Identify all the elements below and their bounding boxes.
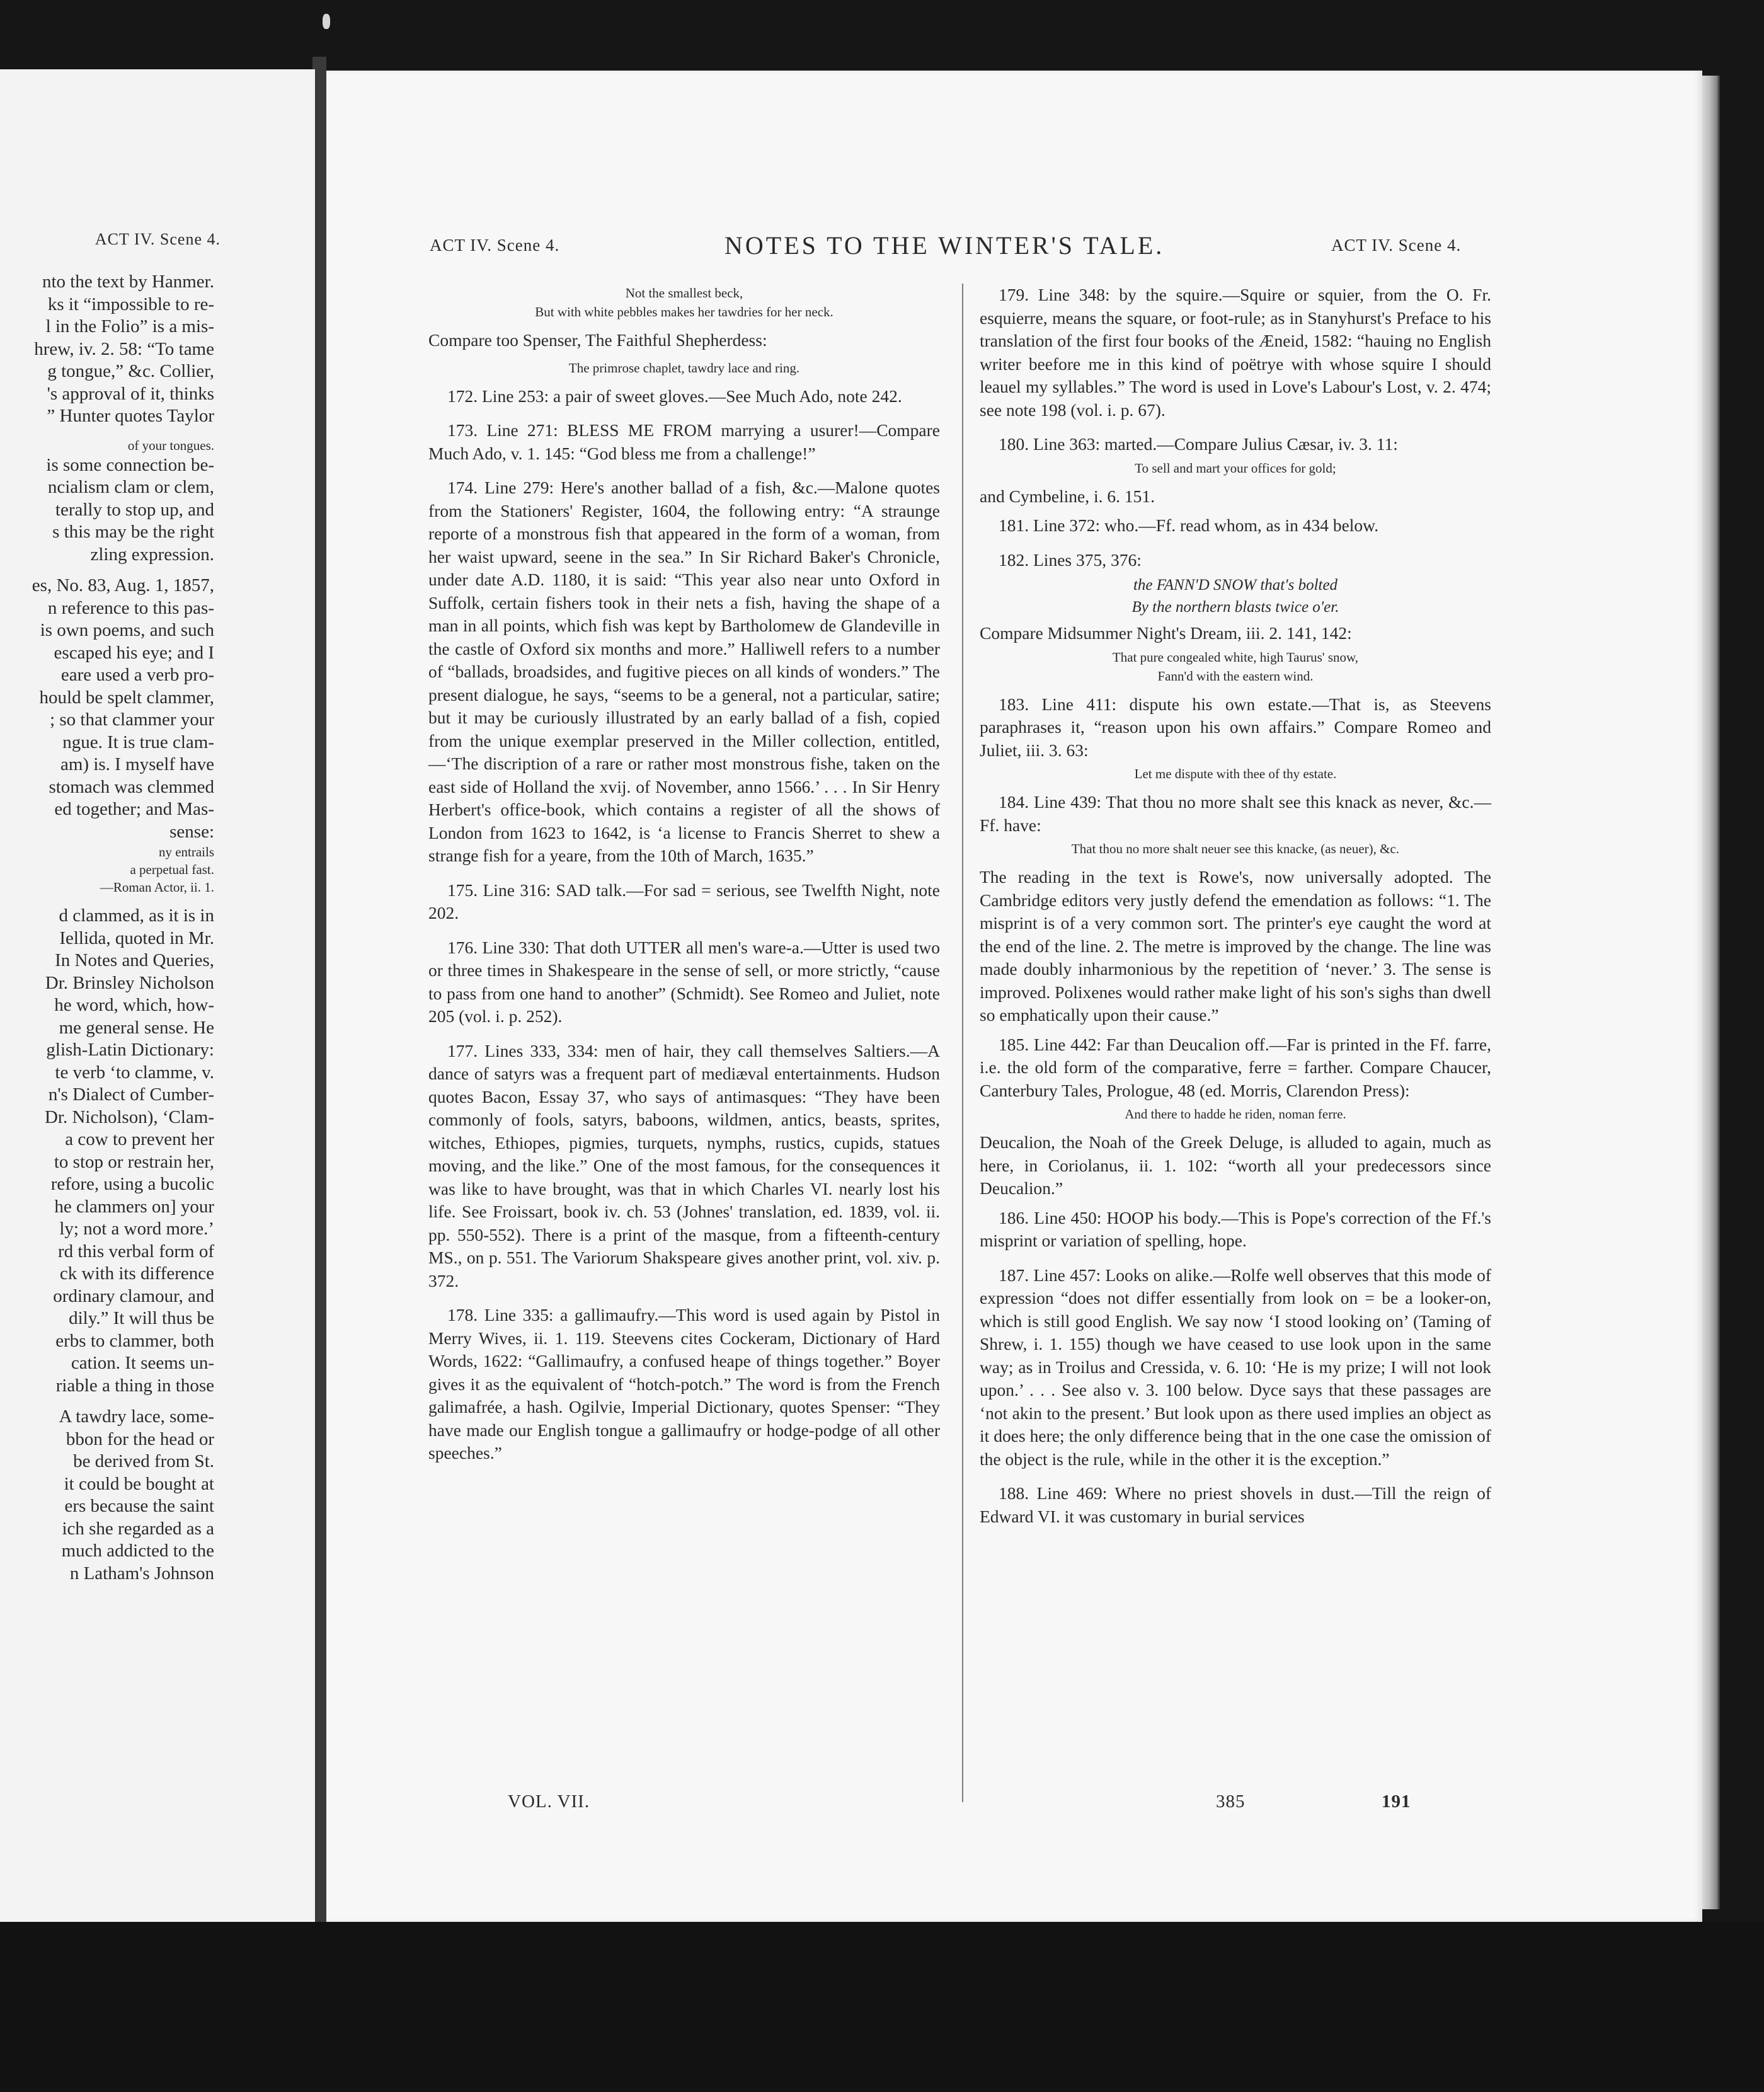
left-page-line: In Notes and Queries,: [55, 950, 214, 970]
note-continuation: The reading in the text is Rowe's, now universally adopted. The Cambridge editors very justly defend the emendation as follows: “1. The misprint is of a very common sort. The printer's eye caught the word at the end of the line. 2. The metre is improved by the change. The line was made doubly inharmonious by the repetition of ‘never.’ 3. The sense is improved. Polixenes would rather make light of his son's sighs than dwell so emphatically upon their cause.”: [980, 867, 1491, 1025]
note-186: 186. Line 450: HOOP his body.—This is Pope's correction of the Ff.'s misprint or variation of spelling, hope.: [980, 1207, 1491, 1250]
left-page-line: l in the Folio” is a mis-: [45, 316, 214, 336]
left-page-line: ed together; and Mas-: [54, 799, 214, 819]
left-page-line: ich she regarded as a: [62, 1518, 214, 1539]
left-page-line: n reference to this pas-: [47, 597, 214, 618]
page-title: NOTES TO THE WINTER'S TALE.: [724, 231, 1165, 260]
verse-quote: [980, 648, 1491, 686]
verse-quote: Let me dispute with thee of thy estate.: [1134, 766, 1337, 781]
running-head-left: ACT IV. Scene 4.: [430, 236, 560, 255]
verse-quote: [428, 284, 940, 321]
dust-speck: [323, 14, 330, 29]
verse-line: Fann'd with the eastern wind.: [1157, 668, 1314, 684]
left-page-line: zling expression.: [90, 544, 214, 565]
left-page-line: dily.” It will thus be: [69, 1308, 214, 1328]
note-174: 174. Line 279: Here's another ballad of a fish, &c.—Malone quotes from the Stationers' Register, 1604, the following entry: “A straunge reporte of a monstrous fish that appeared in the form of a woman, from her waist upward, seene in the sea.” In Sir Richard Baker's Chronicle, under date A.D. 1180, it is said: “This year also near unto Oxford in Suffolk, certain fishers took in their nets a fish, having the shape of a man in all points, which fish was kept by Bartholomew de Glandeville in the castle of Oxford six months and more.” Halliwell refers to a number of “ballads, broadsides, and fugitive pieces on all kinds of wonders.” The present dialogue, he says, “seems to be a general, not a particular, satire; but it may be curiously illustrated by an early ballad of a fish, copied from the unique exemplar preserved in the Miller collection, entitled,—‘The discription of a rare or rather most monstrous fishe, taken on the east side of Holland the xvij. of November, anno 1566.’ . . . In Sir Henry Herbert's office-book, which contains a register of all the shows of London from 1623 to 1642, is ‘a license to Francis Sherret to shew a strange fish for a yeare, from the 10th of March, 1635.”: [428, 478, 940, 865]
left-page-line: am) is. I myself have: [60, 754, 214, 774]
left-page-line: hrew, iv. 2. 58: “To tame: [34, 338, 214, 359]
left-page-line: glish-Latin Dictionary:: [46, 1040, 214, 1060]
left-page-line: —Roman Actor, ii. 1.: [100, 880, 214, 895]
left-page-line: it could be bought at: [64, 1473, 214, 1494]
left-page-line: of your tongues.: [127, 437, 214, 453]
left-page-line: g tongue,” &c. Collier,: [47, 361, 214, 381]
note-176: 176. Line 330: That doth UTTER all men's ware-a.—Utter is used two or three times in Shakespeare in the sense of sell, or more strictly, “cause to pass from one hand to another” (Schmidt). See Romeo and Juliet, note 205 (vol. i. p. 252).: [428, 937, 940, 1026]
left-page-line: ers because the saint: [64, 1496, 214, 1516]
volume-label: VOL. VII.: [508, 1791, 590, 1812]
compare-line: Compare too Spenser, The Faithful Shepherdess:: [428, 330, 767, 350]
note-173: 173. Line 271: BLESS ME FROM marrying a usurer!—Compare Much Ado, v. 1. 145: “God bless me from a challenge!”: [428, 420, 940, 463]
left-page-line: ny entrails: [158, 844, 214, 859]
left-page-line: terally to stop up, and: [55, 499, 214, 520]
left-page-line: a perpetual fast.: [130, 862, 214, 877]
left-page-line: ordinary clamour, and: [53, 1285, 214, 1306]
left-page-line: Dr. Brinsley Nicholson: [45, 972, 214, 993]
note-182: 182. Lines 375, 376:: [999, 549, 1142, 570]
left-page-line: he word, which, how-: [54, 995, 214, 1015]
verse-quote: And there to hadde he riden, noman ferre.: [1125, 1106, 1346, 1122]
left-page-line: escaped his eye; and I: [54, 642, 214, 663]
column-rule: [962, 284, 963, 1802]
left-page-line: nto the text by Hanmer.: [42, 272, 214, 292]
left-page-line: me general sense. He: [59, 1017, 214, 1038]
left-page-line: ngue. It is true clam-: [62, 732, 214, 752]
left-page-line: es, No. 83, Aug. 1, 1857,: [32, 575, 214, 595]
left-column: [428, 284, 940, 1476]
note-175: 175. Line 316: SAD talk.—For sad = serious, see Twelfth Night, note 202.: [428, 880, 940, 922]
verse-quote: [980, 574, 1491, 618]
left-page-line: cation. It seems un-: [71, 1353, 214, 1373]
left-page-line: 's approval of it, thinks: [47, 383, 214, 404]
verse-line: By the northern blasts twice o'er.: [1131, 599, 1339, 616]
left-page-line: be derived from St.: [73, 1451, 214, 1471]
left-page-line: A tawdry lace, some-: [59, 1406, 214, 1427]
left-page-line: ” Hunter quotes Taylor: [47, 406, 214, 426]
left-page-line: stomach was clemmed: [49, 776, 214, 797]
note-185: 185. Line 442: Far than Deucalion off.—Far is printed in the Ff. farre, i.e. the old form of the comparative, ferre = farther. Compare Chaucer, Canterbury Tales, Prologue, 48 (ed. Morris, Clarendon Press):: [980, 1034, 1491, 1100]
scan-background: [0, 1922, 1764, 2092]
left-page-line: erbs to clammer, both: [55, 1330, 214, 1351]
left-page-line: n Latham's Johnson: [69, 1563, 214, 1583]
left-page-line: a cow to prevent her: [65, 1129, 214, 1149]
verse-line: Not the smallest beck,: [625, 285, 743, 301]
verse-quote: To sell and mart your offices for gold;: [1135, 460, 1336, 476]
left-page-line: ks it “impossible to re-: [47, 294, 214, 314]
left-page-line: refore, using a bucolic: [50, 1174, 214, 1194]
left-page-line: ck with its difference: [59, 1263, 214, 1284]
note-180: 180. Line 363: marted.—Compare Julius Cæsar, iv. 3. 11:: [999, 434, 1398, 454]
note-187: 187. Line 457: Looks on alike.—Rolfe well observes that this mode of expression “does not differ essentially from look on = be a looker-on, which is still good English. We say now ‘I stood looking on’ (Taming of Shrew, i. 1. 155) though we have ceased to use look upon in the same way; as in Troilus and Cressida, v. 6. 10: ‘He is my prize; I will not look upon.’ . . . See also v. 3. 100 below. Dyce says that these passages are ‘not akin to the present.’ But look upon as there used implies an object as it does here; the only difference being that in the one case the omission of the object is the rule, while in the other it is the exception.”: [980, 1265, 1491, 1469]
left-page-line: d clammed, as it is in: [59, 905, 214, 926]
left-page-line: s this may be the right: [52, 522, 214, 542]
left-page-line: eare used a verb pro-: [60, 665, 214, 685]
note-184: 184. Line 439: That thou no more shalt see this knack as never, &c.—Ff. have:: [980, 792, 1491, 835]
note-continuation: and Cymbeline, i. 6. 151.: [980, 486, 1155, 506]
left-page-line: Dr. Nicholson), ‘Clam-: [44, 1106, 214, 1127]
note-continuation: Deucalion, the Noah of the Greek Deluge, is alluded to again, much as here, in Coriolanus, ii. 1. 102: “worth all your predecessors since Deucalion.”: [980, 1132, 1491, 1198]
left-page-line: te verb ‘to clamme, v.: [55, 1062, 214, 1083]
left-page-line: Iellida, quoted in Mr.: [59, 928, 214, 948]
note-179: 179. Line 348: by the squire.—Squire or squier, from the O. Fr. esquierre, means the square, or foot-rule; as in Stanyhurst's Preface to his translation of the first four books of the Æneid, 1582: “hauing no English writer beefore me in this kind of poëtrye with whose squire I should leauel my syllables.” The word is used in Love's Labour's Lost, v. 2. 474; see note 198 (vol. i. p. 67).: [980, 285, 1491, 420]
page-number: 385: [1216, 1791, 1246, 1812]
right-column: [980, 284, 1491, 1539]
left-page-line: bbon for the head or: [66, 1428, 214, 1449]
note-181: 181. Line 372: who.—Ff. read whom, as in 434 below.: [999, 515, 1379, 535]
left-page-line: to stop or restrain her,: [54, 1151, 214, 1172]
left-page-text: [0, 271, 214, 1585]
note-183: 183. Line 411: dispute his own estate.—That is, as Steevens paraphrases it, “reason upon his own affairs.” Compare Romeo and Juliet, iii. 3. 63:: [980, 694, 1491, 760]
left-page-line: is some connection be-: [46, 454, 214, 475]
left-page-line: ; so that clammer your: [50, 710, 214, 730]
left-page-line: ly; not a word more.’: [59, 1219, 214, 1239]
note-188: 188. Line 469: Where no priest shovels in dust.—Till the reign of Edward VI. it was customary in burial services: [980, 1483, 1491, 1526]
left-page-line: ncialism clam or clem,: [47, 477, 214, 497]
left-page-line: hould be spelt clammer,: [39, 687, 214, 708]
verse-line: the FANN'D SNOW that's bolted: [1133, 577, 1338, 594]
left-page-line: is own poems, and such: [40, 620, 214, 640]
left-page-line: much addicted to the: [61, 1541, 214, 1561]
note-178: 178. Line 335: a gallimaufry.—This word is used again by Pistol in Merry Wives, ii. 1. 119. Steevens cites Cockeram, Dictionary of Hard Words, 1622: “Gallimaufry, a confused heape of things together.” Boyer gives it as the equivalent of “hotch-potch.” The word is from the French galimafrée, a hash. Ogilvie, Imperial Dictionary, quotes Spenser: “They have made our English tongue a gallimaufry or hodge-podge of all other speeches.”: [428, 1305, 940, 1463]
left-page-header: ACT IV. Scene 4.: [94, 230, 220, 248]
page-edge: [1702, 76, 1720, 1909]
compare-line: Compare Midsummer Night's Dream, iii. 2. 141, 142:: [980, 623, 1352, 643]
verse-line: But with white pebbles makes her tawdries for her neck.: [535, 304, 833, 319]
note-177: 177. Lines 333, 334: men of hair, they call themselves Saltiers.—A dance of satyrs was a frequent part of mediæval entertainments. Hudson quotes Bacon, Essay 37, who says of antimasques: “They have been commonly of fools, satyrs, baboons, wildmen, antics, beasts, sprites, witches, Ethiopes, pigmies, turquets, nymphs, rustics, cupids, statues moving, and the like.” One of the most famous, for the consequences it was like to have brought, was that in which Charles VI. nearly lost his life. See Froissart, book iv. ch. 53 (Johnes' translation, ed. 1839, vol. ii. pp. 550-552). There is a print of the masque, from a fifteenth-century MS., on p. 551. The Variorum Shakspeare gives another print, vol. xiv. p. 372.: [428, 1040, 940, 1290]
verse-quote: The primrose chaplet, tawdry lace and ring.: [568, 360, 800, 376]
left-page-line: rd this verbal form of: [57, 1241, 214, 1262]
left-page-lines: [0, 271, 214, 1585]
left-page-line: sense:: [169, 821, 214, 842]
left-page: [0, 69, 315, 1922]
verse-quote: That thou no more shalt neuer see this knacke, (as neuer), &c.: [1071, 841, 1400, 856]
page-number-alt: 191: [1382, 1791, 1411, 1812]
verse-line: That pure congealed white, high Taurus' snow,: [1112, 649, 1359, 665]
running-head-right: ACT IV. Scene 4.: [1331, 236, 1462, 255]
left-page-line: riable a thing in those: [55, 1375, 214, 1396]
left-page-line: he clammers on] your: [54, 1196, 214, 1217]
left-page-line: n's Dialect of Cumber-: [48, 1084, 214, 1105]
note-172: 172. Line 253: a pair of sweet gloves.—See Much Ado, note 242.: [447, 386, 902, 406]
